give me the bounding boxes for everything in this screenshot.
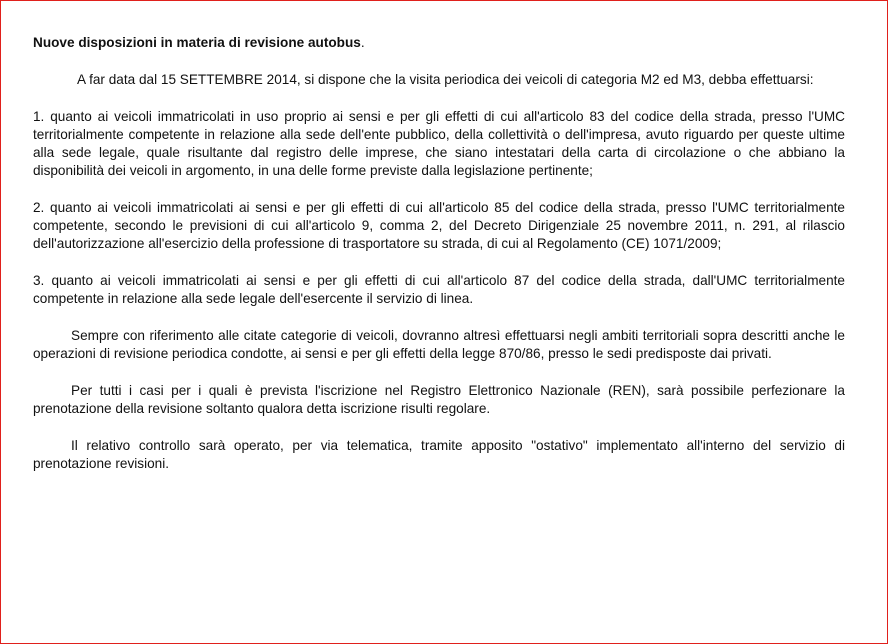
list-item-3: 3. quanto ai veicoli immatricolati ai sensi e per gli effetti di cui all'articolo 87 del codice della strada, dall'UMC territorialmente competente in relazione alla sede legale dell'esercente il servizio di linea. bbox=[33, 273, 845, 306]
paragraph-telematic-control: Il relativo controllo sarà operato, per via telematica, tramite apposito "ostativo" implementato all'interno del servizio di prenotazione revisioni. bbox=[33, 438, 845, 471]
list-item-2: 2. quanto ai veicoli immatricolati ai sensi e per gli effetti di cui all'articolo 85 del codice della strada, presso l'UMC territorialmente competente, secondo le previsioni di cui all'articolo 9, comma 2, del Decreto Dirigenziale 25 novembre 2011, n. 291, al rilascio dell'autorizzazione all'esercizio della professione di trasportatore su strada, di cui al Regolamento (CE) 1071/2009; bbox=[33, 200, 845, 251]
document-body bbox=[33, 34, 845, 473]
paragraph-private-sites: Sempre con riferimento alle citate categorie di veicoli, dovranno altresì effettuarsi negli ambiti territoriali sopra descritti anche le operazioni di revisione periodica condotte, ai sensi e per gli effetti della legge 870/86, presso le sedi predisposte dai privati. bbox=[33, 328, 845, 361]
document-title-bold: Nuove disposizioni in materia di revisione autobus bbox=[33, 35, 361, 50]
list-item-1: 1. quanto ai veicoli immatricolati in uso proprio ai sensi e per gli effetti di cui all'articolo 83 del codice della strada, presso l'UMC territorialmente competente in relazione alla sede dell'ente pubblico, della collettività o dell'impresa, avuto riguardo per queste ultime alla sede legale, quale risultante dal registro delle imprese, che siano intestatari della carta di circolazione o che abbiano la disponibilità dei veicoli in argomento, in una delle forme previste dalla legislazione pertinente; bbox=[33, 109, 845, 178]
document-title-suffix: . bbox=[360, 35, 365, 50]
paragraph-ren-registration: Per tutti i casi per i quali è prevista l'iscrizione nel Registro Elettronico Nazionale (REN), sarà possibile perfezionare la prenotazione della revisione soltanto qualora detta iscrizione risulti regolare. bbox=[33, 383, 845, 416]
document-title bbox=[33, 34, 845, 52]
intro-paragraph: A far data dal 15 SETTEMBRE 2014, si dispone che la visita periodica dei veicoli di categoria M2 ed M3, debba effettuarsi: bbox=[77, 72, 814, 87]
